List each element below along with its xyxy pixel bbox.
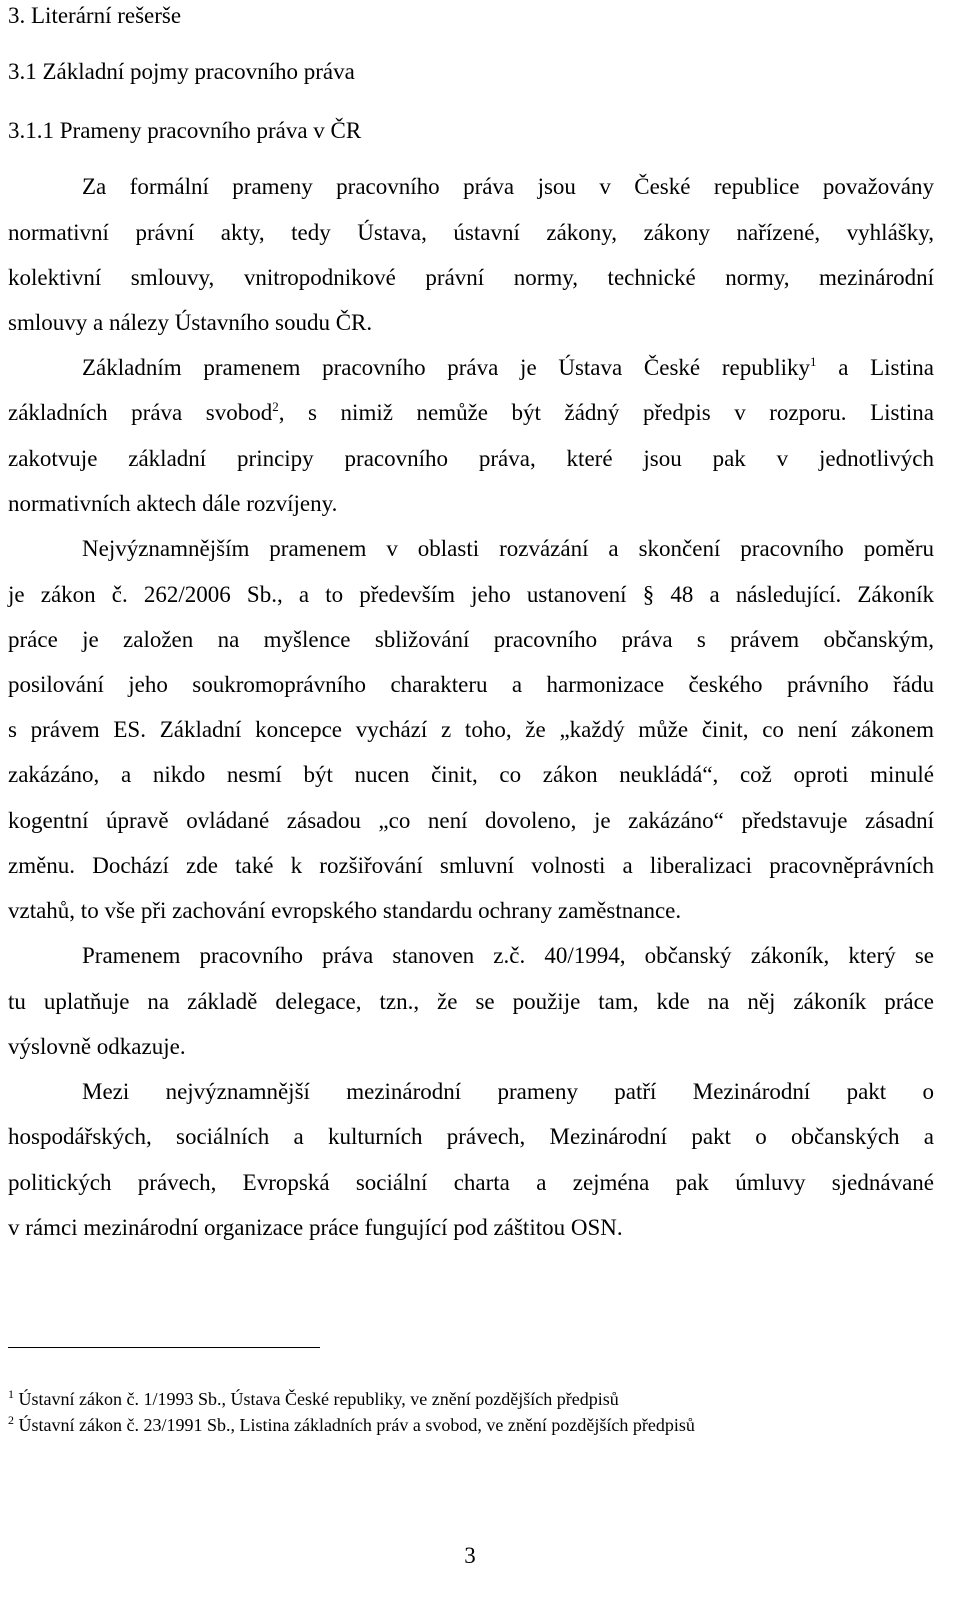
text-line: změnu. Dochází zde také k rozšiřování smluvní volnosti a liberalizaci pracovněprávních [8, 853, 934, 878]
text-line: vztahů, to vše při zachování evropského standardu ochrany zaměstnance. [8, 898, 682, 923]
section-heading: 3.1 Základní pojmy pracovního práva [8, 59, 355, 84]
text-span: , s nimiž nemůže být žádný předpis v rozporu. Listina [278, 400, 934, 425]
footnote-mark: 2 [8, 1413, 14, 1427]
footnote [8, 1414, 695, 1436]
text-line: tu uplatňuje na základě delegace, tzn., že se použije tam, kde na něj zákoník práce [8, 989, 934, 1014]
text-line: kolektivní smlouvy, vnitropodnikové právní normy, technické normy, mezinárodní [8, 265, 934, 290]
text-line [8, 398, 934, 428]
text-line: smlouvy a nálezy Ústavního soudu ČR. [8, 310, 373, 335]
text-line: práce je založen na myšlence sbližování pracovního práva s právem občanským, [8, 627, 934, 652]
text-line: Za formální prameny pracovního práva jsou v České republice považovány [82, 174, 934, 199]
text-line: posilování jeho soukromoprávního charakteru a harmonizace českého právního řádu [8, 672, 934, 697]
text-line: Pramenem pracovního práva stanoven z.č. 40/1994, občanský zákoník, který se [82, 943, 934, 968]
text-span: základních práva svobod [8, 400, 273, 425]
footnote-text: Ústavní zákon č. 23/1991 Sb., Listina základních práv a svobod, ve znění pozdějších předpisů [18, 1415, 695, 1435]
footnote [8, 1388, 619, 1410]
text-line: politických právech, Evropská sociální charta a zejména pak úmluvy sjednávané [8, 1170, 934, 1195]
text-line: v rámci mezinárodní organizace práce fungující pod záštitou OSN. [8, 1215, 623, 1240]
text-line: zakotvuje základní principy pracovního práva, které jsou pak v jednotlivých [8, 446, 934, 471]
text-line: je zákon č. 262/2006 Sb., a to především jeho ustanovení § 48 a následující. Zákoník [8, 582, 934, 607]
text-span: Základním pramenem pracovního práva je Ústava České republiky [82, 355, 810, 380]
footnote-ref: 2 [272, 399, 279, 414]
text-line: zakázáno, a nikdo nesmí být nucen činit, co zákon neukládá“, což oproti minulé [8, 762, 934, 787]
footnote-separator [8, 1347, 320, 1348]
subsection-heading: 3.1.1 Prameny pracovního práva v ČR [8, 118, 362, 143]
text-line [82, 353, 934, 383]
text-span: a Listina [838, 355, 934, 380]
text-line: výslovně odkazuje. [8, 1034, 186, 1059]
text-line: kogentní úpravě ovládané zásadou „co není dovoleno, je zakázáno“ představuje zásadní [8, 808, 934, 833]
text-line: normativní právní akty, tedy Ústava, ústavní zákony, zákony nařízené, vyhlášky, [8, 220, 934, 245]
text-line: normativních aktech dále rozvíjeny. [8, 491, 338, 516]
text-line: hospodářských, sociálních a kulturních právech, Mezinárodní pakt o občanských a [8, 1124, 934, 1149]
footnote-text: Ústavní zákon č. 1/1993 Sb., Ústava České republiky, ve znění pozdějších předpisů [18, 1389, 619, 1409]
chapter-heading: 3. Literární rešerše [8, 3, 182, 28]
text-line: s právem ES. Základní koncepce vychází z toho, že „každý může činit, co není zákonem [8, 717, 934, 742]
footnote-ref: 1 [810, 354, 817, 369]
footnote-mark: 1 [8, 1387, 14, 1401]
page-number: 3 [464, 1543, 476, 1568]
text-line: Mezi nejvýznamnější mezinárodní prameny patří Mezinárodní pakt o [82, 1079, 934, 1104]
text-line: Nejvýznamnějším pramenem v oblasti rozvázání a skončení pracovního poměru [82, 536, 934, 561]
